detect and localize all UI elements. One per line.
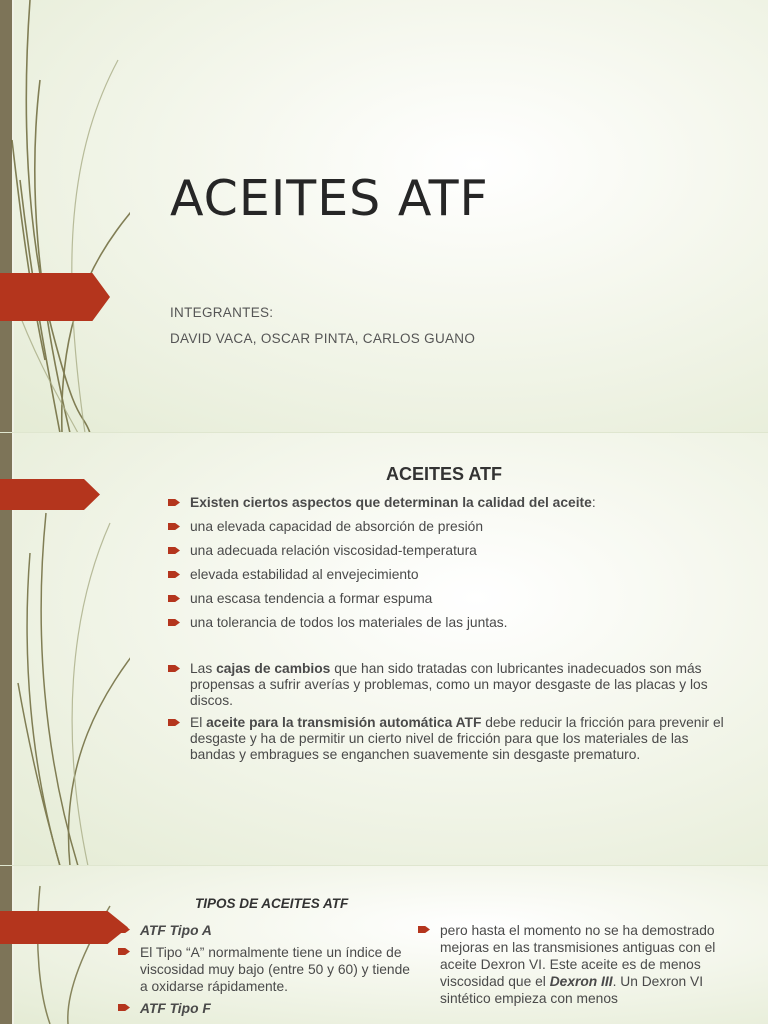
type-heading: ATF Tipo A: [140, 923, 212, 938]
list-item: [168, 543, 748, 559]
list-item: [168, 567, 748, 583]
text-fragment: El: [190, 715, 207, 730]
list-item-text: una tolerancia de todos los materiales de las juntas.: [190, 615, 508, 630]
list-item-text: elevada estabilidad al envejecimiento: [190, 567, 419, 582]
list-item: [118, 1000, 418, 1017]
types-slide: [0, 866, 768, 1024]
list-item: [118, 922, 418, 939]
bullet-arrow-icon: [168, 619, 180, 626]
text-fragment: . Un Dexron VI sintético empieza con menos: [440, 974, 704, 1006]
accent-arrow: [0, 911, 128, 944]
bullet-arrow-icon: [168, 595, 180, 602]
bullet-arrow-icon: [168, 523, 180, 530]
bullet-arrow-icon: [118, 948, 130, 955]
list-item: [168, 495, 748, 511]
members-label: INTEGRANTES:: [170, 305, 274, 320]
types-list: [118, 922, 418, 1017]
bullet-arrow-icon: [118, 926, 130, 933]
bullet-arrow-icon: [418, 926, 430, 933]
intro-colon: :: [591, 495, 596, 510]
bullet-arrow-icon: [168, 547, 180, 554]
dexron-list: [418, 922, 728, 1007]
slide-title: TIPOS DE ACEITES ATF: [195, 896, 349, 911]
vine-decoration: [0, 866, 130, 1024]
text-fragment: Las: [190, 661, 217, 676]
list-item: [168, 615, 748, 631]
paragraph-gearbox: [168, 661, 728, 709]
bullet-arrow-icon: [168, 665, 180, 672]
list-item-text: una adecuada relación viscosidad-temperatura: [190, 543, 477, 558]
slide-title: ACEITES ATF: [386, 464, 502, 484]
list-item-text: una elevada capacidad de absorción de presión: [190, 519, 484, 534]
intro-text: Existen ciertos aspectos que determinan la calidad del aceite: [190, 495, 592, 510]
type-description: El Tipo “A” normalmente tiene un índice de viscosidad muy bajo (entre 50 y 60) y tiende a oxidarse rápidamente.: [140, 945, 410, 994]
accent-arrow: [0, 273, 110, 321]
list-item: [168, 519, 748, 535]
text-fragment: que han sido tratadas con lubricantes inadecuados son más propensas a sufrir averías y problemas, como un mayor desgaste de las placas y los discos.: [190, 661, 708, 708]
paragraph-list: [168, 661, 728, 763]
bullet-arrow-icon: [168, 719, 180, 726]
paragraph-atf-oil: [168, 715, 728, 763]
bold-term: aceite para la transmisión automática ATF: [206, 715, 482, 730]
list-item: [168, 591, 748, 607]
bold-term: cajas de cambios: [216, 661, 331, 676]
text-fragment: debe reducir la fricción para prevenir el desgaste y ha de permitir un cierto nivel de fricción para que los materiales de las bandas y embragues se enganchen suavemente sin desgaste prematuro.: [190, 715, 724, 762]
list-item: [418, 922, 728, 1007]
content-slide: [0, 433, 768, 866]
quality-aspects-list: [168, 495, 748, 631]
bullet-arrow-icon: [118, 1004, 130, 1011]
slide-title: ACEITES ATF: [170, 170, 489, 227]
bullet-arrow-icon: [168, 571, 180, 578]
list-item: [118, 944, 418, 995]
members-names: DAVID VACA, OSCAR PINTA, CARLOS GUANO: [170, 331, 476, 346]
text-fragment: pero hasta el momento no se ha demostrado mejoras en las transmisiones antiguas con el aceite Dexron VI. Este aceite es de menos viscosidad que el: [440, 923, 716, 989]
list-item-text: una escasa tendencia a formar espuma: [190, 591, 433, 606]
bold-term: Dexron III: [549, 974, 613, 989]
type-heading: ATF Tipo F: [140, 1001, 211, 1016]
title-slide: [0, 0, 768, 433]
vine-decoration: [0, 0, 130, 433]
bullet-arrow-icon: [168, 499, 180, 506]
